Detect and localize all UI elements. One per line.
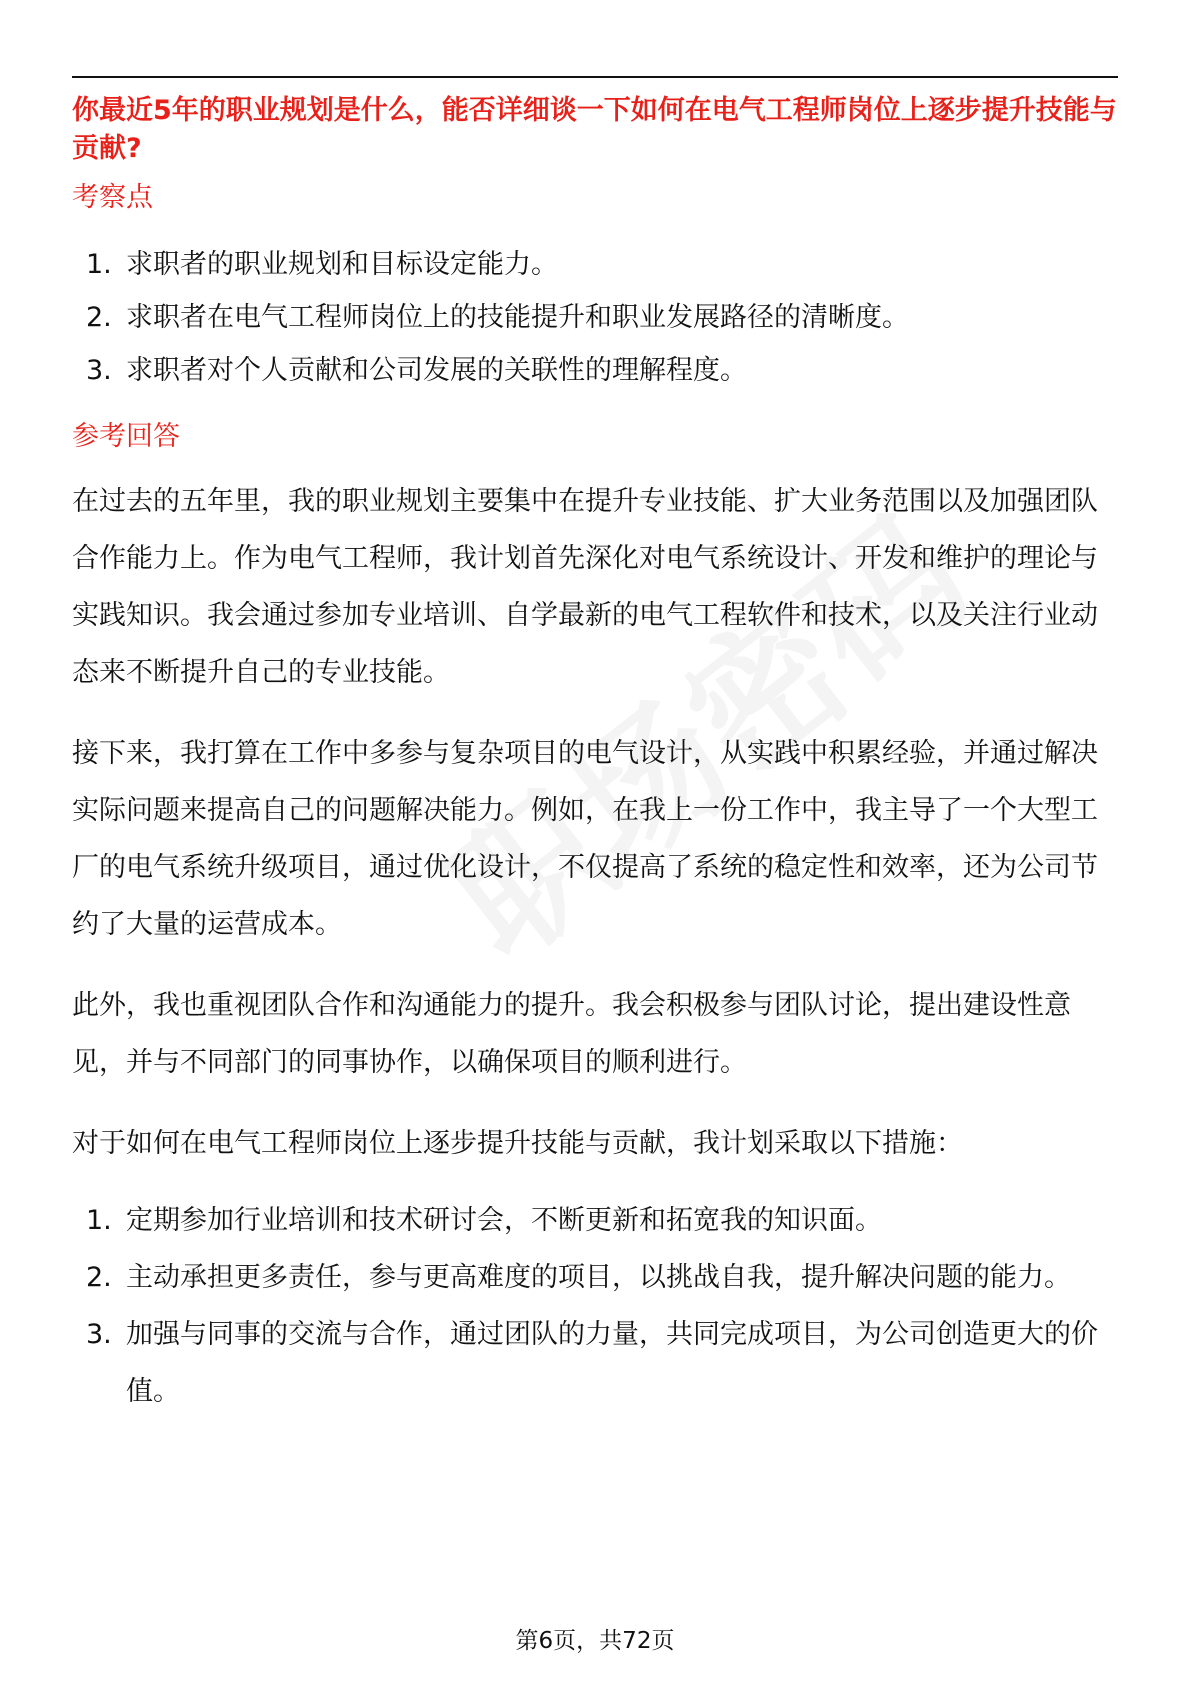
list-item <box>72 236 1118 293</box>
answer-paragraph: 接下来，我打算在工作中多参与复杂项目的电气设计，从实践中积累经验，并通过解决实际问题来提高自己的问题解决能力。例如，在我上一份工作中，我主导了一个大型工厂的电气系统升级项目，通过优化设计，不仅提高了系统的稳定性和效率，还为公司节约了大量的运营成本。 <box>72 738 1098 940</box>
list-text: 求职者的职业规划和目标设定能力。 <box>126 249 558 280</box>
list-item <box>72 1306 1118 1420</box>
list-text: 加强与同事的交流与合作，通过团队的力量，共同完成项目，为公司创造更大的价值。 <box>126 1319 1098 1407</box>
list-item <box>72 1249 1118 1306</box>
list-number: 2. <box>86 1262 112 1293</box>
top-rule <box>72 76 1118 78</box>
list-item <box>72 289 1118 346</box>
list-number: 1. <box>86 1205 112 1236</box>
answer-paragraph: 此外，我也重视团队合作和沟通能力的提升。我会积极参与团队讨论，提出建设性意见，并与不同部门的同事协作，以确保项目的顺利进行。 <box>72 990 1071 1078</box>
page-number: 第6页，共72页 <box>515 1628 675 1654</box>
measures-list <box>72 1192 1118 1420</box>
list-text: 求职者对个人贡献和公司发展的关联性的理解程度。 <box>126 355 747 386</box>
answer-paragraph: 在过去的五年里，我的职业规划主要集中在提升专业技能、扩大业务范围以及加强团队合作能力上。作为电气工程师，我计划首先深化对电气系统设计、开发和维护的理论与实践知识。我会通过参加专业培训、自学最新的电气工程软件和技术，以及关注行业动态来不断提升自己的专业技能。 <box>72 486 1098 688</box>
section-title-points: 考察点 <box>72 182 153 213</box>
list-number: 3. <box>86 1319 112 1350</box>
page-content <box>72 92 1118 1420</box>
list-number: 3. <box>86 355 112 386</box>
points-list <box>72 236 1118 399</box>
list-text: 求职者在电气工程师岗位上的技能提升和职业发展路径的清晰度。 <box>126 302 909 333</box>
answer-paragraph: 对于如何在电气工程师岗位上逐步提升技能与贡献，我计划采取以下措施： <box>72 1128 963 1159</box>
list-number: 2. <box>86 302 112 333</box>
question-heading: 你最近5年的职业规划是什么，能否详细谈一下如何在电气工程师岗位上逐步提升技能与贡献? <box>72 95 1117 164</box>
section-title-answer: 参考回答 <box>72 421 180 452</box>
list-number: 1. <box>86 249 112 280</box>
list-text: 定期参加行业培训和技术研讨会，不断更新和拓宽我的知识面。 <box>126 1205 882 1236</box>
list-text: 主动承担更多责任，参与更高难度的项目，以挑战自我，提升解决问题的能力。 <box>126 1262 1071 1293</box>
list-item <box>72 1192 1118 1249</box>
list-item <box>72 342 1118 399</box>
